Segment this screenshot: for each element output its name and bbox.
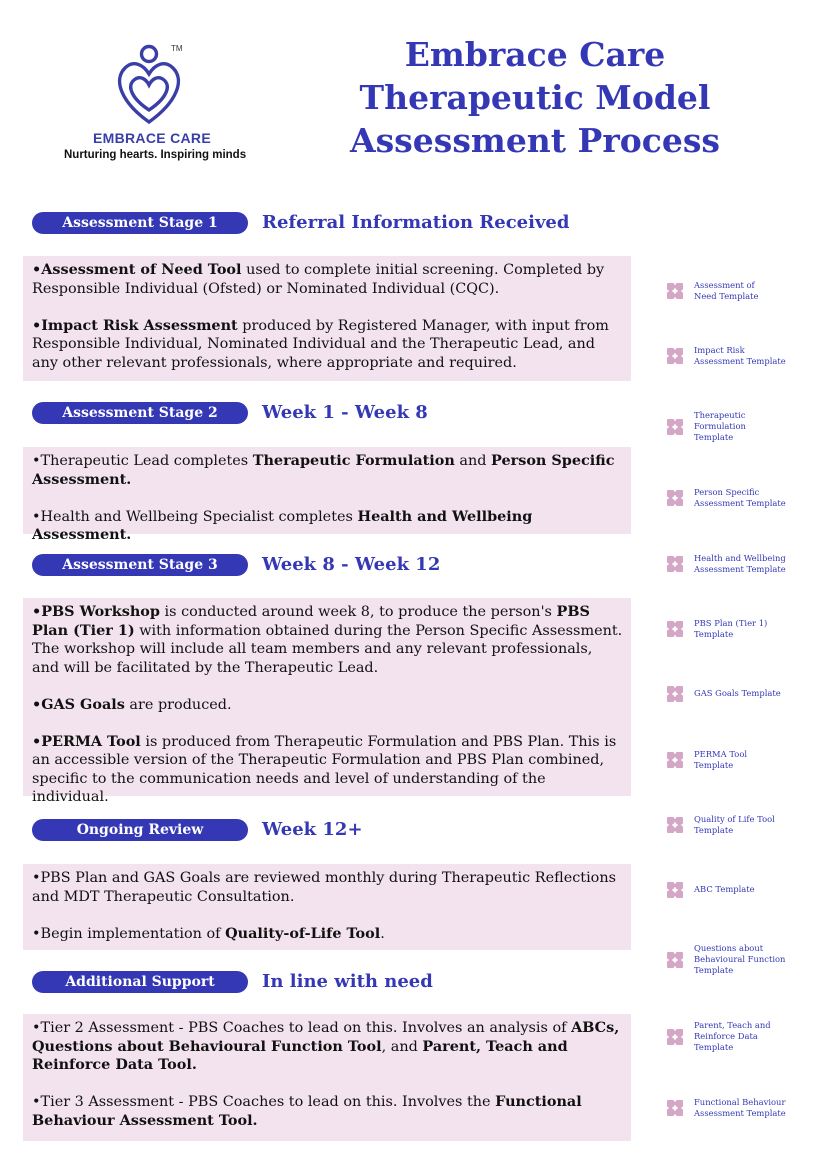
puzzle-icon — [664, 949, 686, 971]
template-label: Functional Behaviour Assessment Template — [694, 1097, 786, 1118]
template-link-10[interactable] — [664, 879, 804, 915]
stage-4-paragraph-2: •Begin implementation of Quality-of-Life Tool. — [32, 924, 385, 942]
template-link-4[interactable] — [664, 486, 804, 522]
puzzle-icon — [664, 487, 686, 509]
puzzle-icon — [664, 618, 686, 640]
stage-label-2: Week 1 - Week 8 — [262, 402, 428, 423]
puzzle-icon — [664, 1097, 686, 1119]
template-link-12[interactable] — [664, 1020, 804, 1056]
puzzle-icon — [664, 280, 686, 302]
template-link-1[interactable] — [664, 279, 804, 315]
template-label: GAS Goals Template — [694, 688, 781, 698]
stage-pill-4: Ongoing Review — [32, 819, 248, 841]
stage-pill-2: Assessment Stage 2 — [32, 402, 248, 424]
puzzle-icon — [664, 345, 686, 367]
template-link-9[interactable] — [664, 813, 804, 849]
stage-pill-3: Assessment Stage 3 — [32, 554, 248, 576]
logo-tagline: Nurturing hearts. Inspiring minds — [64, 149, 247, 161]
stage-pill-5: Additional Support — [32, 971, 248, 993]
template-label: Parent, Teach and Reinforce Data Template — [694, 1020, 771, 1052]
template-label: PERMA Tool Template — [694, 749, 748, 770]
stage-5-paragraph-2: •Tier 3 Assessment - PBS Coaches to lead on this. Involves the Functional Behaviour Assessment Tool. — [32, 1093, 582, 1129]
stage-content-5 — [23, 1014, 631, 1141]
stage-content-3 — [23, 598, 631, 805]
stage-content-4 — [23, 864, 631, 950]
logo-brand-name: EMBRACE CARE — [93, 130, 211, 146]
title-line-1: Embrace Care — [404, 35, 666, 74]
stage-3-paragraph-3: •PERMA Tool is produced from Therapeutic Formulation and PBS Plan. This is an accessible version of the Therapeutic Formulation and PBS Plan combined, specific to the communication needs and level of understanding of the individual. — [32, 732, 617, 805]
stage-label-1: Referral Information Received — [262, 212, 570, 233]
stage-label-3: Week 8 - Week 12 — [262, 554, 441, 575]
stage-label-4: Week 12+ — [262, 819, 363, 840]
stage-content-1 — [23, 256, 631, 381]
puzzle-icon — [664, 1026, 686, 1048]
title-line-2: Therapeutic Model — [359, 77, 711, 117]
stage-3-paragraph-2: •GAS Goals are produced. — [32, 695, 232, 713]
stage-1-paragraph-2: •Impact Risk Assessment produced by Registered Manager, with input from Responsible Individual, Nominated Individual and the Therapeutic Lead, and any other relevant professionals, where appropriate and required. — [32, 316, 609, 371]
trademark-mark: TM — [171, 44, 183, 53]
puzzle-icon — [664, 814, 686, 836]
heart-figure-icon — [115, 40, 195, 130]
title-line-3: Assessment Process — [349, 120, 720, 160]
template-label: Quality of Life Tool Template — [694, 814, 775, 835]
template-link-6[interactable] — [664, 617, 804, 653]
template-label: Person Specific Assessment Template — [694, 487, 786, 508]
stage-5-paragraph-1: •Tier 2 Assessment - PBS Coaches to lead on this. Involves an analysis of ABCs, Questions about Behavioural Function Tool, and Parent, Teach and Reinforce Data Tool. — [32, 1019, 620, 1073]
stage-2-paragraph-2: •Health and Wellbeing Specialist completes Health and Wellbeing Assessment. — [32, 507, 533, 543]
template-label: Assessment of Need Template — [694, 280, 759, 301]
template-link-3[interactable] — [664, 410, 804, 446]
puzzle-icon — [664, 416, 686, 438]
template-link-11[interactable] — [664, 943, 804, 979]
stage-4-paragraph-1: •PBS Plan and GAS Goals are reviewed monthly during Therapeutic Reflections and MDT Therapeutic Consultation. — [32, 870, 616, 905]
template-link-7[interactable] — [664, 683, 804, 719]
puzzle-icon — [664, 879, 686, 901]
stage-pill-1: Assessment Stage 1 — [32, 212, 248, 234]
puzzle-icon — [664, 683, 686, 705]
template-label: Health and Wellbeing Assessment Template — [694, 553, 786, 574]
template-label: Impact Risk Assessment Template — [694, 345, 786, 366]
template-link-2[interactable] — [664, 344, 804, 380]
template-label: Questions about Behavioural Function Template — [694, 943, 786, 975]
stage-1-paragraph-1: •Assessment of Need Tool used to complete initial screening. Completed by Responsible Individual (Ofsted) or Nominated Individual (CQC). — [32, 261, 605, 297]
template-link-13[interactable] — [664, 1096, 804, 1132]
brand-logo — [60, 40, 270, 170]
template-link-5[interactable] — [664, 552, 804, 588]
stage-2-paragraph-1: •Therapeutic Lead completes Therapeutic Formulation and Person Specific Assessment. — [32, 452, 615, 488]
template-label: PBS Plan (Tier 1) Template — [694, 618, 768, 639]
template-link-8[interactable] — [664, 748, 804, 784]
stage-content-2 — [23, 447, 631, 543]
stage-label-5: In line with need — [262, 971, 433, 992]
stage-3-paragraph-1: •PBS Workshop is conducted around week 8, to produce the person's PBS Plan (Tier 1) with information obtained during the Person Specific Assessment. The workshop will include all team members and any relevant professionals, and will be facilitated by the Therapeutic Lead. — [32, 603, 623, 676]
puzzle-icon — [664, 749, 686, 771]
template-label: Therapeutic Formulation Template — [694, 410, 746, 442]
page-title — [330, 34, 740, 163]
puzzle-icon — [664, 553, 686, 575]
template-label: ABC Template — [694, 884, 755, 894]
